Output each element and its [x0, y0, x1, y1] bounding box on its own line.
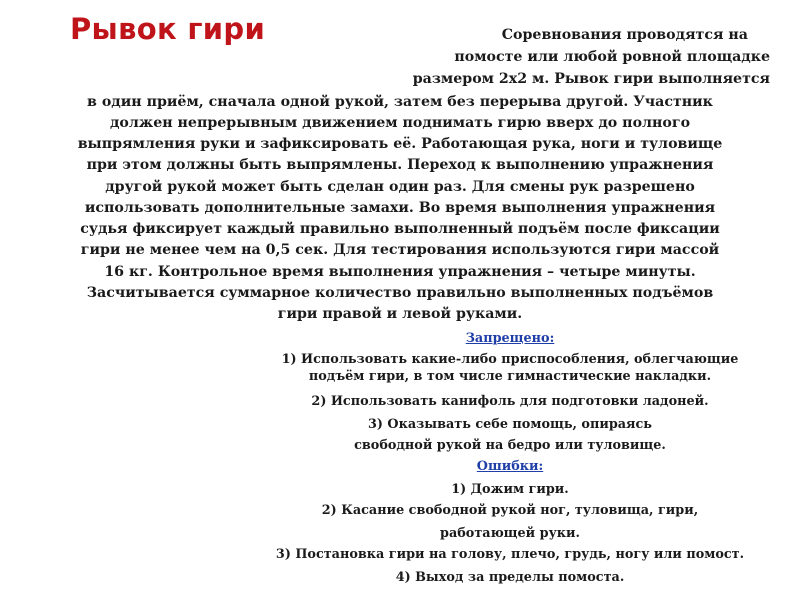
prohibited-line: свободной рукой на бедро или туловище.: [354, 438, 666, 453]
slide-title: Рывок гири: [70, 12, 266, 46]
error-line: 3) Постановка гири на голову, плечо, грудь, ногу или помост.: [275, 547, 745, 562]
body-line: в один приём, сначала одной рукой, затем без перерыва другой. Участник: [87, 94, 713, 110]
body-line: гири не менее чем на 0,5 сек. Для тестирования используются гири массой: [80, 242, 720, 258]
intro-line: Соревнования проводятся на: [501, 27, 748, 43]
body-line: гири правой и левой руками.: [277, 306, 523, 322]
body-line: при этом должны быть выпрямлены. Переход к выполнению упражнения: [86, 157, 714, 173]
prohibited-line: 3) Оказывать себе помощь, опираясь: [368, 417, 652, 432]
prohibited-heading: Запрещено:: [465, 331, 555, 346]
error-line: 4) Выход за пределы помоста.: [395, 570, 625, 585]
body-line: судья фиксирует каждый правильно выполненный подъём после фиксации: [80, 221, 720, 237]
error-line: работающей руки.: [440, 526, 580, 541]
body-line: Засчитывается суммарное количество правильно выполненных подъёмов: [86, 285, 714, 301]
prohibited-line: 2) Использовать канифоль для подготовки ладоней.: [311, 394, 709, 409]
body-line: должен непрерывным движением поднимать гирю вверх до полного: [109, 115, 691, 131]
intro-line: размером 2х2 м. Рывок гири выполняется: [412, 71, 770, 87]
error-line: 1) Дожим гири.: [451, 482, 569, 497]
prohibited-line: 1) Использовать какие-либо приспособления, облегчающие: [281, 352, 739, 367]
prohibited-line: подъём гири, в том числе гимнастические накладки.: [308, 369, 712, 384]
body-line: другой рукой может быть сделан один раз. Для смены рук разрешено: [105, 179, 695, 195]
body-line: использовать дополнительные замахи. Во время выполнения упражнения: [84, 200, 716, 216]
errors-heading: Ошибки:: [476, 459, 544, 474]
body-line: 16 кг. Контрольное время выполнения упражнения – четыре минуты.: [104, 264, 696, 280]
intro-line: помосте или любой ровной площадке: [454, 49, 770, 65]
body-line: выпрямления руки и зафиксировать её. Работающая рука, ноги и туловище: [77, 136, 723, 152]
error-line: 2) Касание свободной рукой ног, туловища, гири,: [321, 503, 699, 518]
